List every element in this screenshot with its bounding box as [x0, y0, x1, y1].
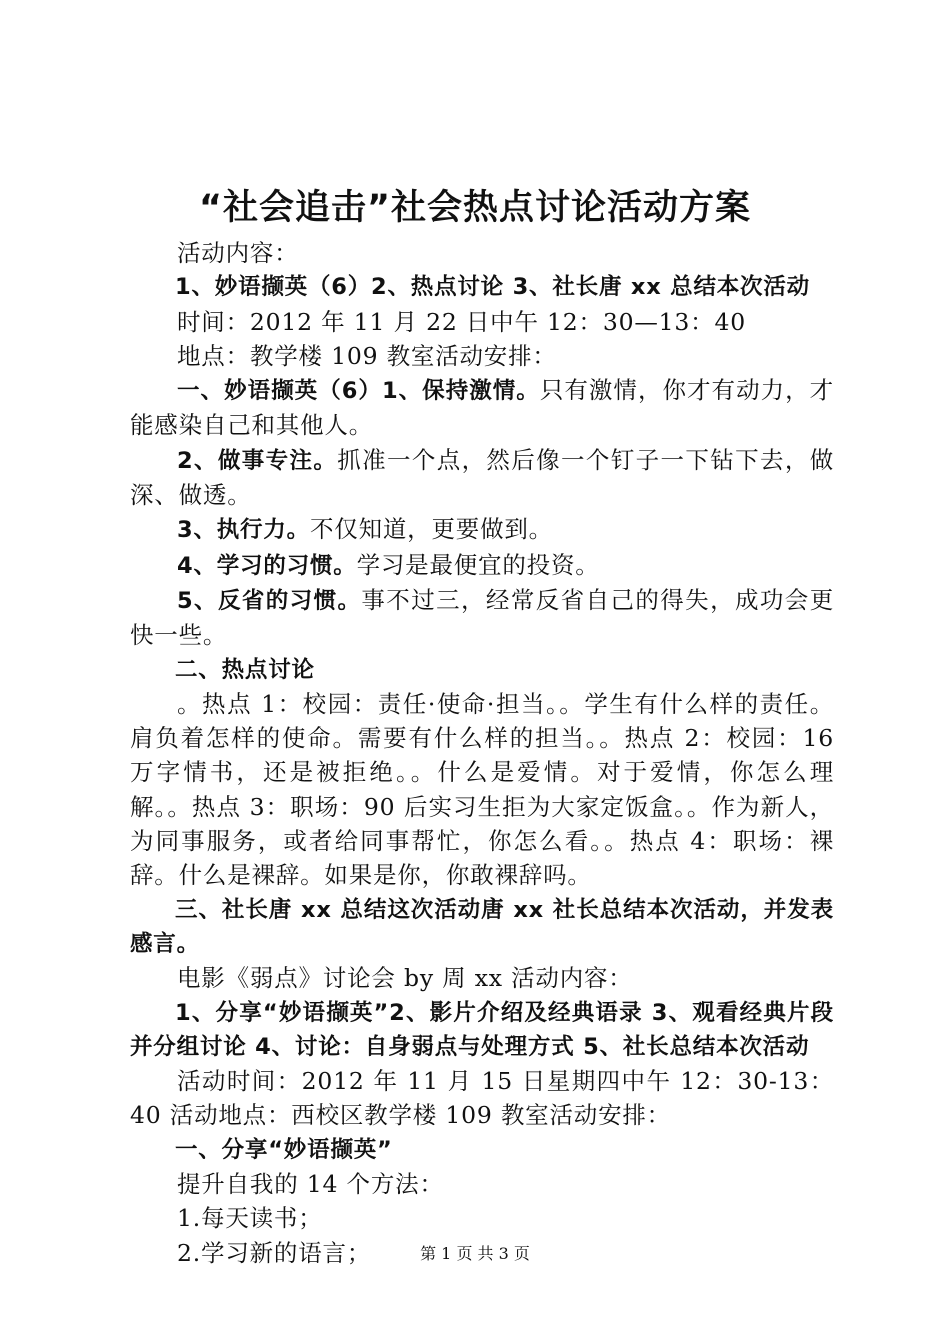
bold-lead: 4、学习的习惯。: [177, 552, 357, 579]
paragraph: 1、分享“妙语撷英”2、影片介绍及经典语录 3、观看经典片段并分组讨论 4、讨论：自身弱点与处理方式 5、社长总结本次活动: [130, 999, 834, 1060]
paragraph: 提升自我的 14 个方法：: [177, 1170, 444, 1199]
document-body: [130, 236, 834, 1270]
paragraph: 地点：教学楼 109 教室活动安排：: [177, 341, 557, 370]
paragraph: 三、社长唐 xx 总结这次活动唐 xx 社长总结本次活动，并发表感言。: [130, 896, 834, 957]
section-heading: 一、分享“妙语撷英”: [175, 1136, 393, 1163]
paragraph: 时间：2012 年 11 月 22 日中午 12：30—13：40: [177, 307, 746, 336]
paragraph: 1、妙语撷英（6）2、热点讨论 3、社长唐 xx 总结本次活动: [175, 274, 810, 301]
document-title: “社会追击”社会热点讨论活动方案: [198, 188, 751, 228]
bold-lead: 2、做事专注。: [177, 447, 338, 474]
paragraph: 活动时间：2012 年 11 月 15 日星期四中午 12：30-13：40 活动地点：西校区教学楼 109 教室活动安排：: [130, 1067, 834, 1130]
paragraph: [130, 443, 834, 513]
paragraph: [130, 512, 834, 547]
paragraph: 电影《弱点》讨论会 by 周 xx 活动内容：: [177, 964, 633, 993]
page-footer: 第 1 页 共 3 页: [420, 1244, 530, 1263]
paragraph: [130, 583, 834, 653]
paragraph-text: 抓准一个点，然后像一个钉子一下钻下去，做深、做透。: [130, 445, 835, 510]
list-item: 2.学习新的语言；: [177, 1238, 372, 1267]
paragraph-text: 学习是最便宜的投资。: [356, 550, 600, 579]
paragraph: 。热点 1：校园：责任·使命·担当。。学生有什么样的责任。肩负着怎样的使命。需要有什么样的担当。。热点 2：校园：16 万字情书，还是被拒绝。。什么是爱情。对于爱情，你怎么理解。。热点 3：职场：90 后实习生拒为大家定饭盒。。作为新人，为同事服务，或者给同事帮忙，你怎么看。。热点 4：职场：裸辞。什么是裸辞。如果是你，你敢裸辞吗。: [130, 689, 834, 890]
paragraph-text: 不仅知道，更要做到。: [309, 515, 553, 544]
paragraph: [130, 373, 834, 443]
bold-lead: 5、反省的习惯。: [177, 587, 362, 614]
section-heading: 二、热点讨论: [175, 656, 315, 683]
list-item: 1.每天读书；: [177, 1204, 323, 1233]
paragraph-text: 只有激情，你才有动力，才能感染自己和其他人。: [130, 376, 834, 440]
paragraph-text: 事不过三，经常反省自己的得失，成功会更快一些。: [130, 585, 834, 650]
paragraph: [130, 548, 834, 583]
bold-lead: 3、执行力。: [177, 517, 310, 544]
paragraph: 活动内容：: [177, 239, 299, 267]
bold-lead: 一、妙语撷英（6）1、保持激情。: [177, 378, 540, 405]
